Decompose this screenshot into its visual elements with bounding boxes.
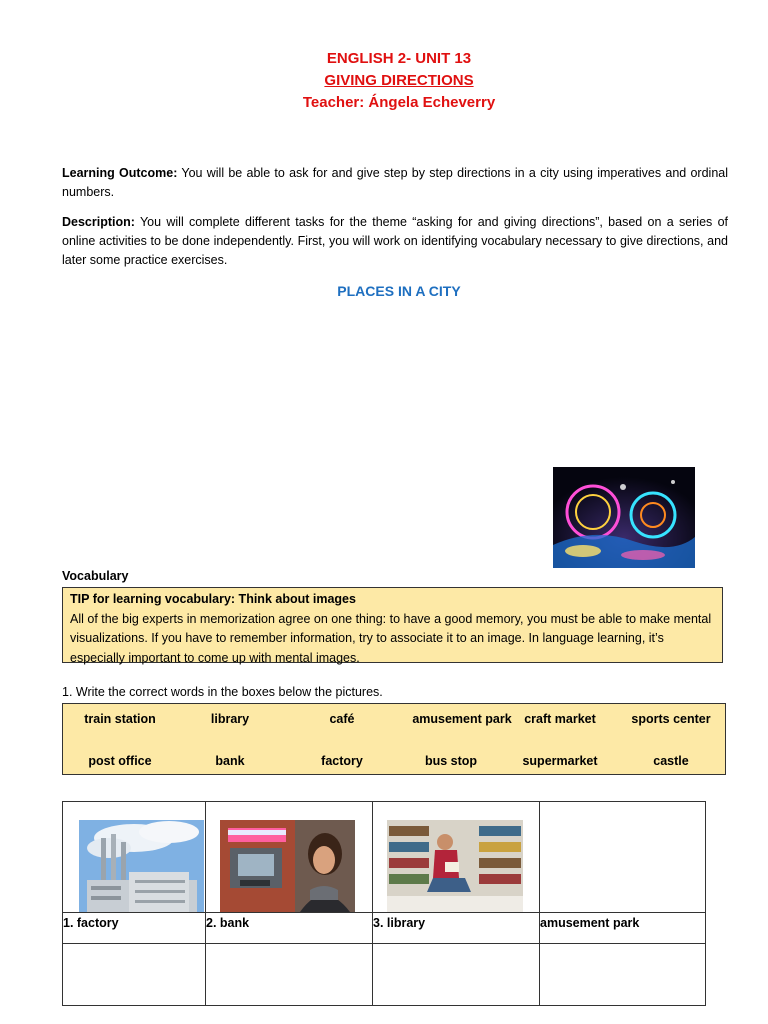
grid-divider <box>63 912 705 913</box>
teacher-name: Teacher: Ángela Echeverry <box>302 94 496 111</box>
picture-grid <box>62 801 706 1006</box>
word-bank-item: bank <box>215 754 245 768</box>
picture-label-4: amusement park <box>540 916 640 930</box>
library-photo <box>387 820 523 912</box>
learning-outcome-label: Learning Outcome: <box>62 166 178 180</box>
grid-divider <box>205 802 206 1005</box>
tip-title: TIP for learning vocabulary: Think about images <box>70 592 356 606</box>
picture-label-3: 3. library <box>373 916 426 930</box>
grid-divider <box>63 943 705 944</box>
description-label: Description: <box>62 215 135 229</box>
word-bank-item: post office <box>88 754 152 768</box>
tip-body: All of the big experts in memorization agree on one thing: to have a good memory, you must be able to make mental visualizations. If you have to remember information, try to associate it to an image. In language learning, it’s especially important to come up with mental images. <box>70 611 712 665</box>
vocabulary-heading: Vocabulary <box>62 569 129 583</box>
amusement-park-photo <box>553 467 695 568</box>
tip-box <box>62 587 723 663</box>
word-bank-item: library <box>210 712 250 726</box>
atm-bank-photo <box>220 820 355 912</box>
word-bank <box>62 703 726 775</box>
word-bank-item: supermarket <box>522 754 598 768</box>
word-bank-item: craft market <box>524 712 596 726</box>
description-paragraph <box>62 213 728 270</box>
word-bank-item: café <box>329 712 355 726</box>
picture-label-2: 2. bank <box>206 916 250 930</box>
course-title: ENGLISH 2- UNIT 13 <box>326 50 472 67</box>
word-bank-item: bus stop <box>424 754 478 768</box>
learning-outcome-paragraph <box>62 164 728 202</box>
word-bank-item: amusement park <box>412 712 512 726</box>
description-text: You will complete different tasks for the theme “asking for and giving directions”, based on a series of online activities to be done independently. First, you will work on identifying vocabulary necessary to give directions, and later some practice exercises. <box>62 215 728 267</box>
grid-divider <box>372 802 373 1005</box>
document-header <box>0 48 768 114</box>
unit-title: GIVING DIRECTIONS <box>324 72 474 89</box>
word-bank-item: factory <box>321 754 363 768</box>
learning-outcome-text: You will be able to ask for and give step by step directions in a city using imperatives and ordinal numbers. <box>62 166 728 199</box>
word-bank-item: sports center <box>631 712 711 726</box>
word-bank-item: castle <box>653 754 689 768</box>
exercise-instruction: 1. Write the correct words in the boxes below the pictures. <box>62 685 383 699</box>
picture-label-1: 1. factory <box>63 916 119 930</box>
grid-divider <box>539 802 540 1005</box>
factory-photo <box>79 820 204 912</box>
section-title: PLACES IN A CITY <box>337 283 461 299</box>
word-bank-item: train station <box>84 712 156 726</box>
